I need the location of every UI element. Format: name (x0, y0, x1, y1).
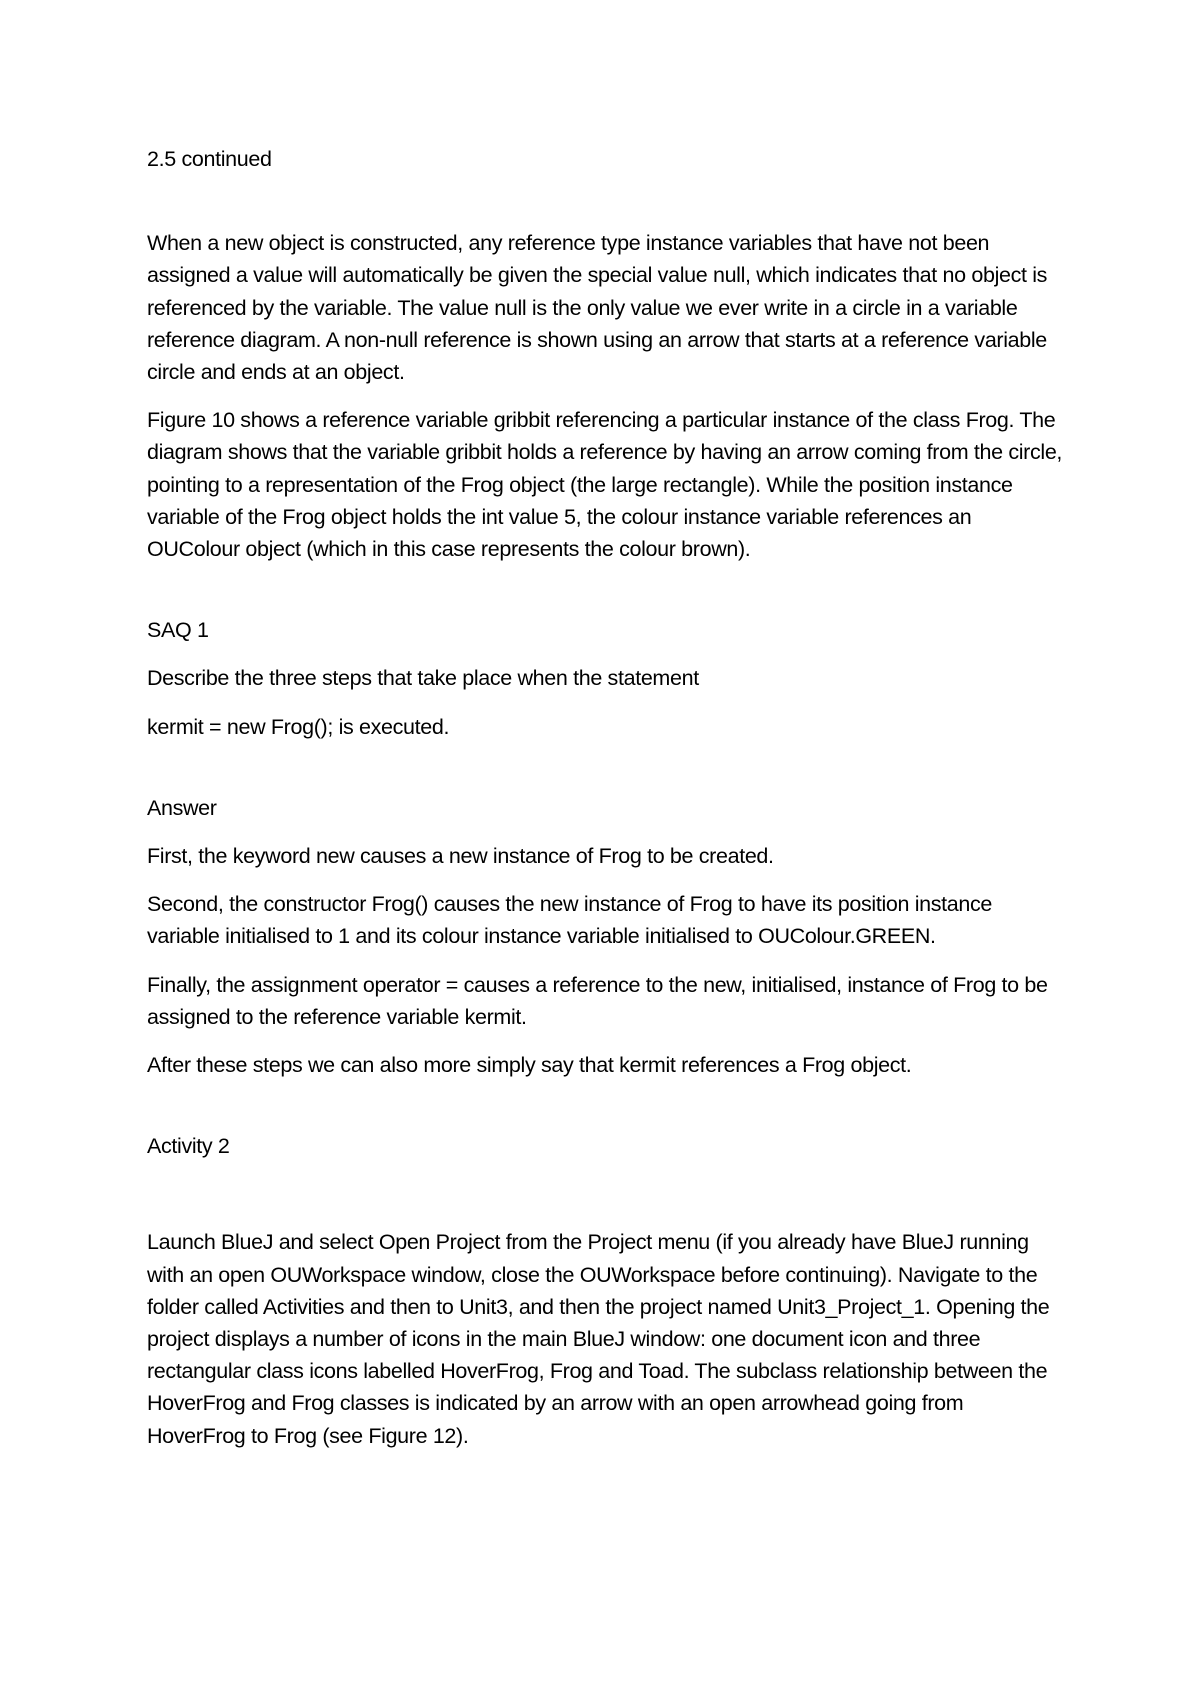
saq-title: SAQ 1 (147, 618, 209, 643)
section-heading: 2.5 continued (147, 147, 272, 171)
activity-title: Activity 2 (147, 1134, 230, 1159)
answer-final-step: Finally, the assignment operator = causes a reference to the new, initialised, instance of Frog to be assigned to the reference variable kermit. (147, 972, 1048, 1029)
answer-second-step: Second, the constructor Frog() causes the new instance of Frog to have its position instance variable initialised to 1 and its colour instance variable initialised to OUColour.GREEN. (147, 892, 992, 949)
document-body (147, 143, 1067, 1452)
saq-statement: kermit = new Frog(); is executed. (147, 714, 450, 739)
answer-summary: After these steps we can also more simply say that kermit references a Frog object. (147, 1053, 912, 1078)
activity-instructions: Launch BlueJ and select Open Project from the Project menu (if you already have BlueJ running with an open OUWorkspace window, close the OUWorkspace before continuing). Navigate to the folder called Activities and then to Unit3, and then the project named Unit3_Project_1. Opening the project displays a number of icons in the main BlueJ window: one document icon and three rectangular class icons labelled HoverFrog, Frog and Toad. The subclass relationship between the HoverFrog and Frog classes is indicated by an arrow with an open arrowhead going from HoverFrog to Frog (see Figure 12). (147, 1230, 1050, 1448)
answer-title: Answer (147, 795, 217, 820)
answer-first-step: First, the keyword new causes a new instance of Frog to be created. (147, 844, 774, 869)
null-reference-paragraph: When a new object is constructed, any reference type instance variables that have not been assigned a value will automatically be given the special value null, which indicates that no object is referenced by the variable. The value null is the only value we ever write in a circle in a variable reference diagram. A non-null reference is shown using an arrow that starts at a reference variable circle and ends at an object. (147, 231, 1048, 385)
saq-question: Describe the three steps that take place when the statement (147, 666, 699, 691)
figure-10-paragraph: Figure 10 shows a reference variable gribbit referencing a particular instance of the class Frog. The diagram shows that the variable gribbit holds a reference by having an arrow coming from the circle, pointing to a representation of the Frog object (the large rectangle). While the position instance variable of the Frog object holds the int value 5, the colour instance variable references an OUColour object (which in this case represents the colour brown). (147, 408, 1063, 562)
